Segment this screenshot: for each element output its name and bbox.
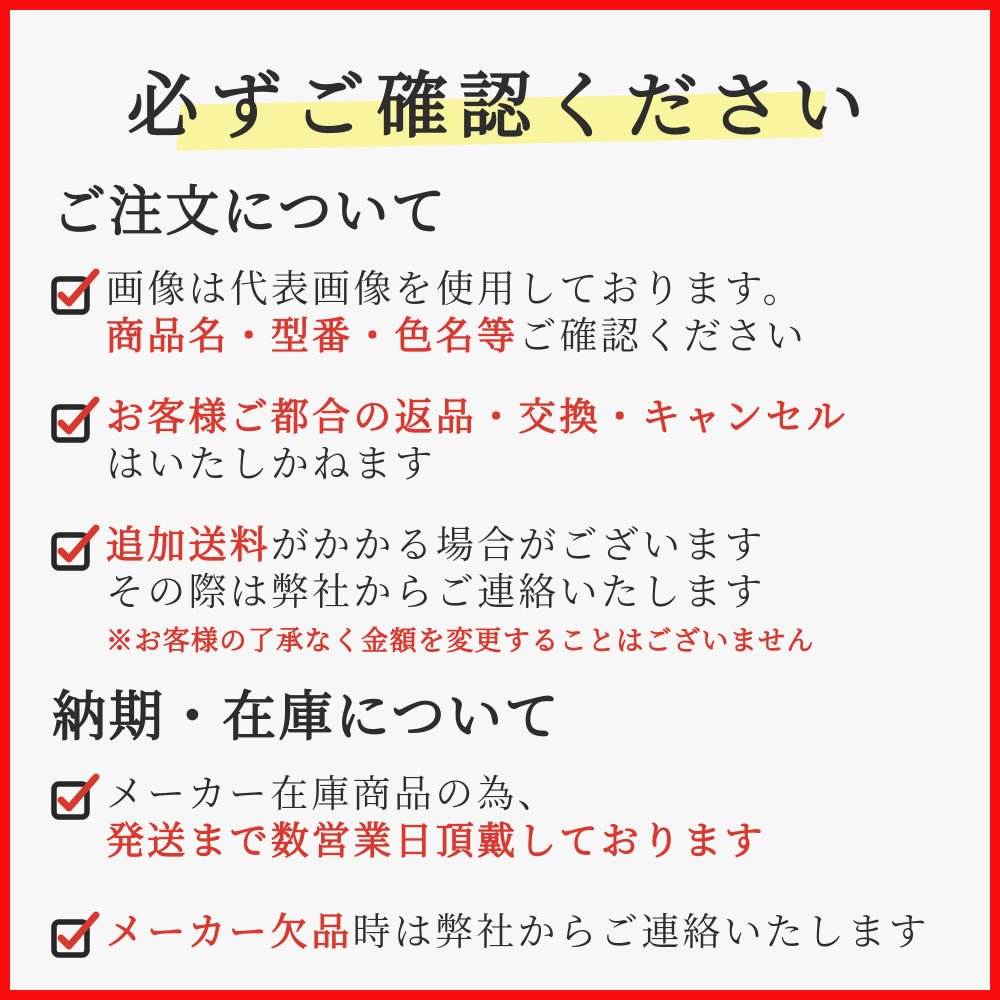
item-line [106,819,952,866]
section-heading-delivery-stock: 納期・在庫について [52,686,562,747]
page-title: 必ずご確認ください [126,67,876,147]
item-text: ご確認ください [518,315,807,358]
checkbox-checked-icon [50,395,100,445]
item-text-emphasis: 発送まで数営業日頂戴しております [106,820,766,863]
item-text: 画像は代表画像を使用しております。 [106,268,804,311]
checklist-item-extra-shipping [50,523,952,659]
item-footnote [106,625,952,658]
item-text: メーカー在庫商品の為、 [106,773,559,816]
checkbox-checked-icon [50,772,100,822]
checkbox-checked-icon [50,267,100,317]
item-line [106,395,952,442]
item-line [106,442,952,489]
item-line [106,267,952,314]
checklist-item-maker-stock [50,772,952,866]
item-line [106,570,952,617]
item-line [106,314,952,361]
checklist-item-returns-cancel [50,395,952,489]
checkbox-checked-icon [50,523,100,573]
footnote-text: ※お客様の了承なく金額を変更することはございません [106,626,815,657]
title-banner [50,48,952,147]
checklist-item-maker-shortage [50,910,952,960]
item-line [106,910,952,957]
item-text: 時は弊社からご連絡いたします [352,911,930,954]
item-text-emphasis: 商品名・型番・色名等 [106,315,519,358]
section-heading-order: ご注文について [52,182,448,242]
item-line [106,523,952,570]
item-text: その際は弊社からご連絡いたします [106,572,766,615]
item-line [106,772,952,819]
checkbox-checked-icon [50,910,100,960]
item-text-emphasis: メーカー欠品 [106,911,353,954]
notice-content [10,48,990,960]
item-text-emphasis: 追加送料 [106,525,271,568]
checklist-item-representative-image [50,267,952,361]
item-text: はいたしかねます [106,444,436,487]
item-text-emphasis: お客様ご都合の返品・交換・キャンセル [106,396,849,439]
item-text: がかかる場合がございます [270,525,766,568]
